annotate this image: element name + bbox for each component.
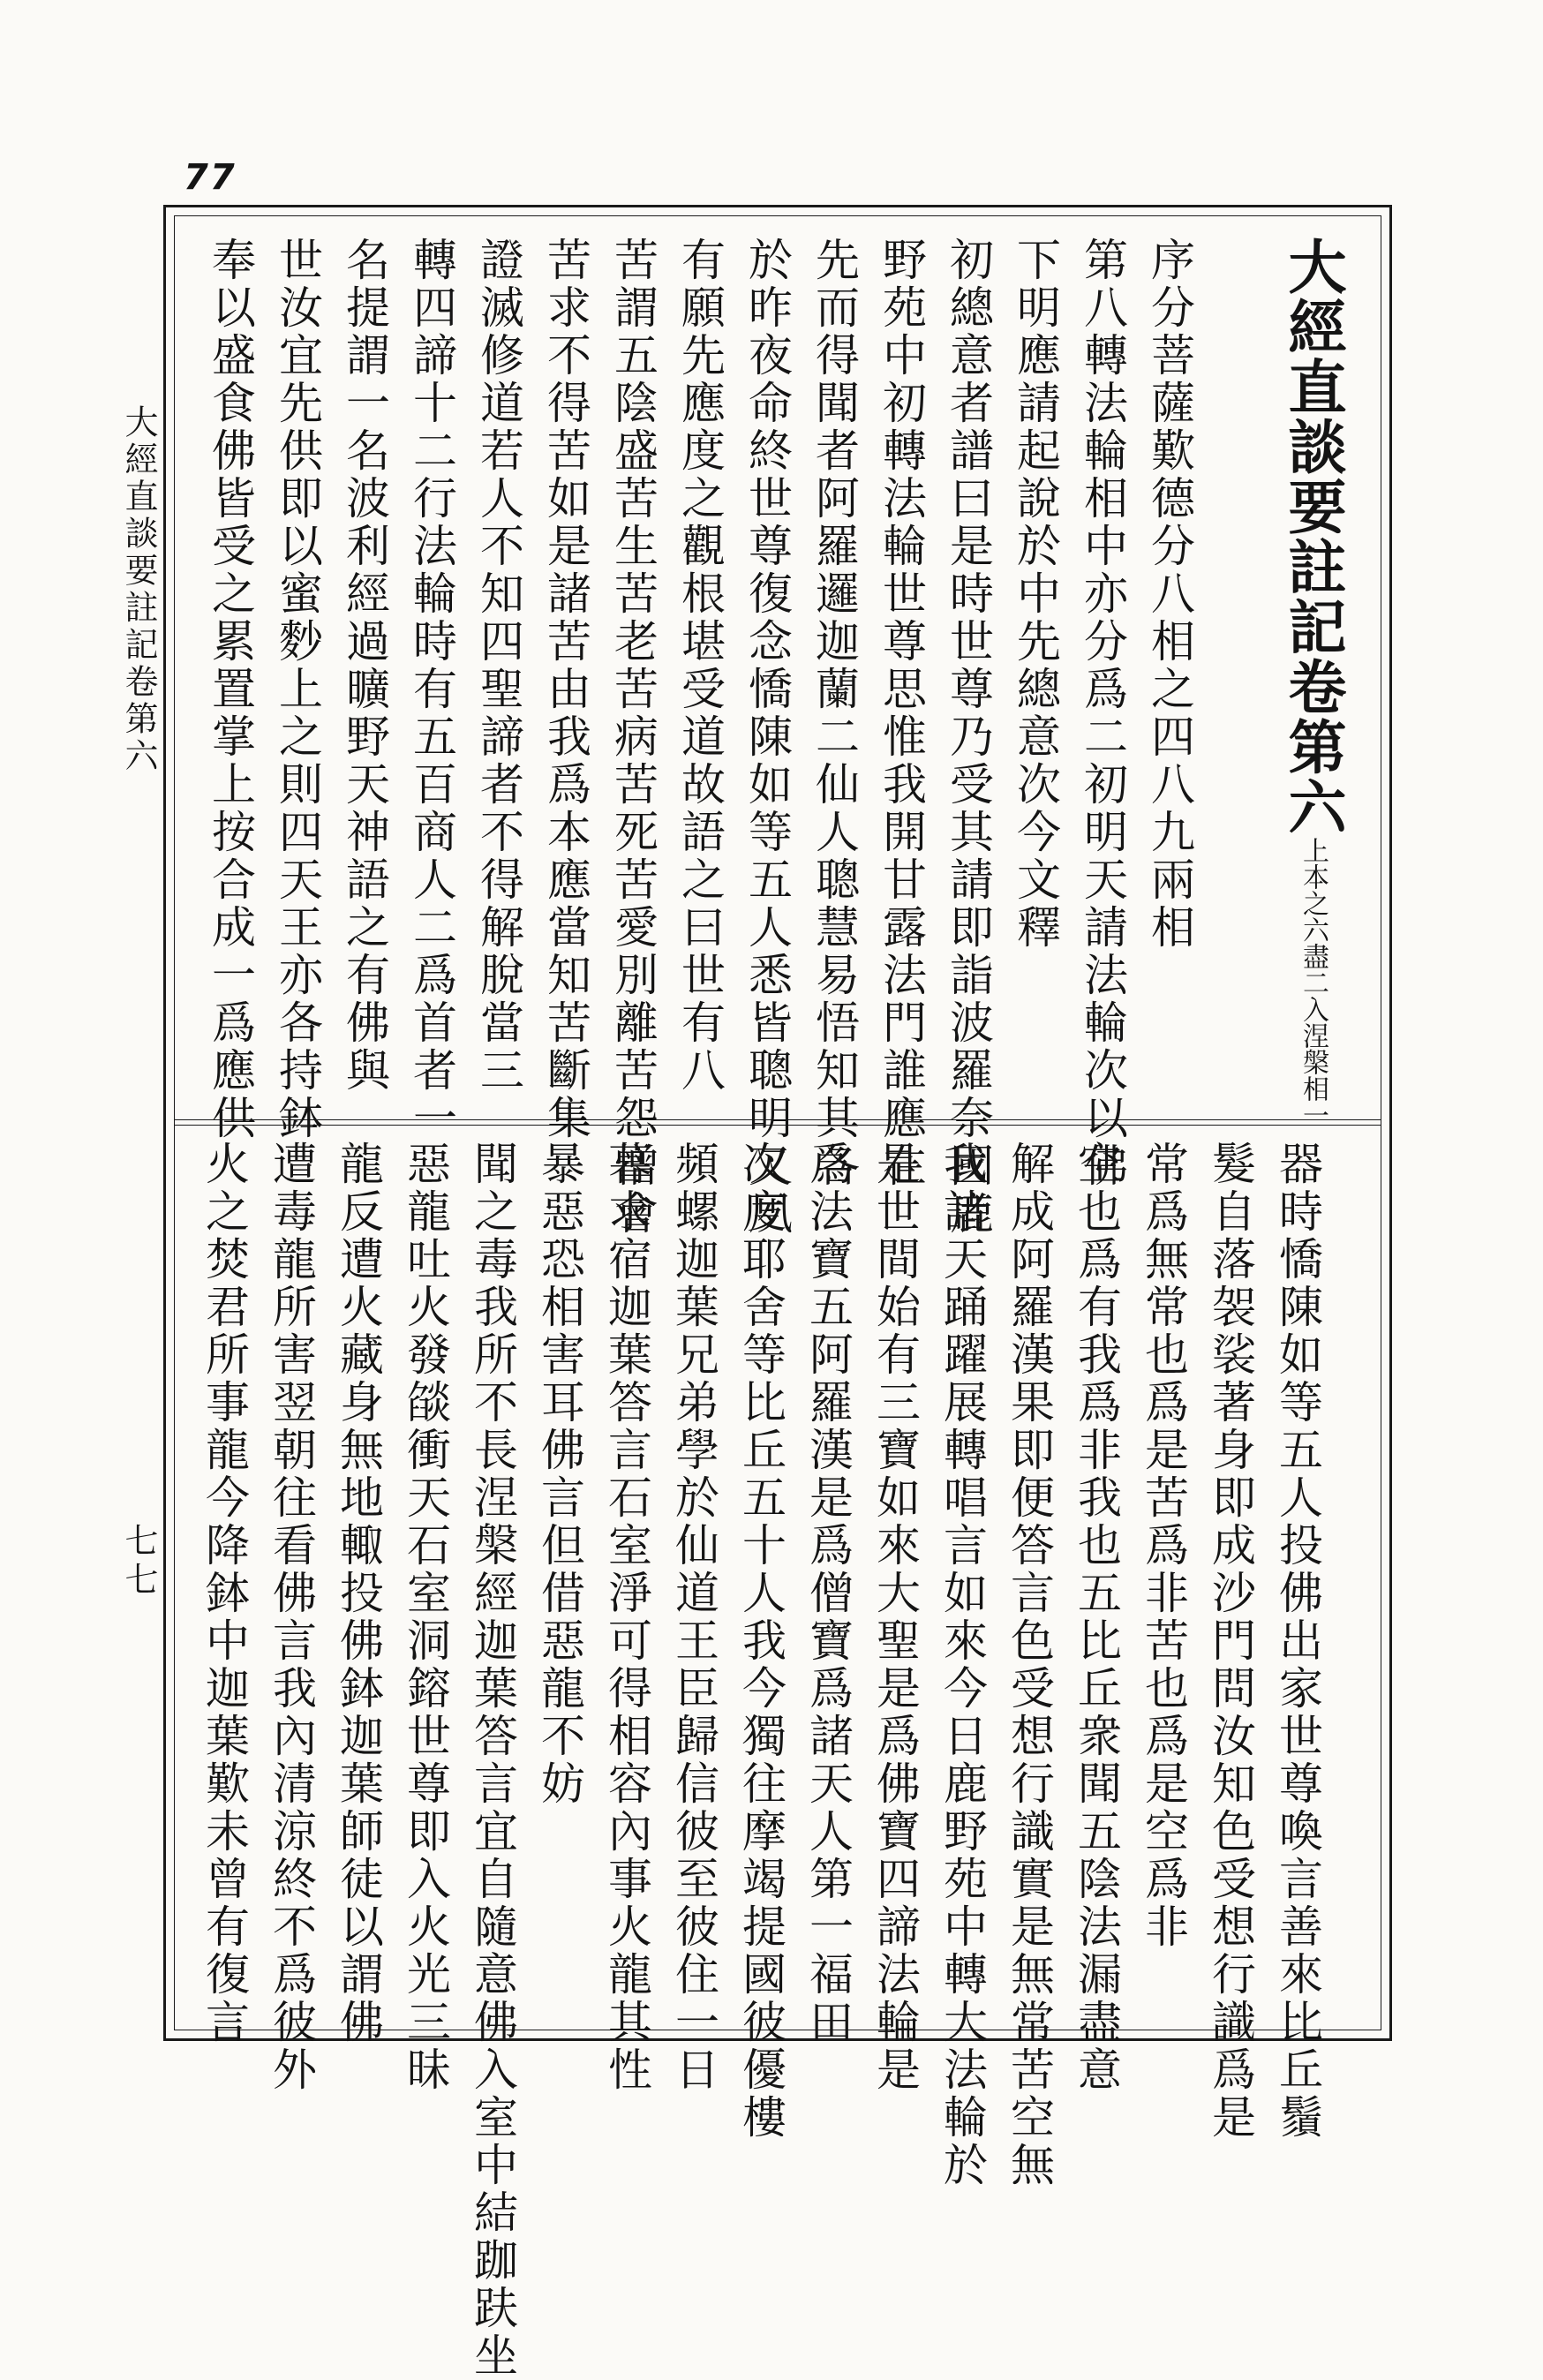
lower-text-column: 暮求宿迦葉答言石室淨可得相容內事火龍其性 (601, 1141, 652, 2094)
chapter-title-note: 上本之六盡二入涅槃相一 (1298, 837, 1328, 1128)
lower-text-column: 龍反遭火藏身無地輙投佛鉢迦葉師徒以謂佛 (333, 1141, 384, 2046)
lower-text-column: 惡龍吐火發燄衝天石室洞鎔世尊即入火光三昧 (400, 1141, 451, 2094)
upper-text-column: 奉以盛食佛皆受之累置掌上按合成一爲應供 (205, 237, 256, 1142)
upper-text-column: 名提謂一名波利經過曠野天神語之有佛與 (339, 237, 390, 1095)
lower-text-column: 火之焚君所事龍今降鉢中迦葉歎未曾有復言 (199, 1141, 250, 2046)
lower-text-column: 暴惡恐相害耳佛言但借惡龍不妨 (534, 1141, 585, 1808)
upper-text-column: 下明應請起說於中先總意次今文釋 (1010, 237, 1061, 952)
upper-text-column: 苦求不得苦如是諸苦由我爲本應當知苦斷集 (540, 237, 591, 1142)
lower-text-column: 爲法寶五阿羅漢是爲僧寶爲諸天人第一福田 (802, 1141, 854, 2046)
upper-text-column: 證滅修道若人不知四聖諦者不得解脫當三 (473, 237, 524, 1095)
lower-text-column: 我諸天踊躍展轉唱言如來今日鹿野苑中轉大法輪於 (937, 1141, 988, 2189)
lower-text-column: 次度耶舍等比丘五十人我今獨往摩竭提國彼優樓 (735, 1141, 787, 2142)
lower-text-column: 器時憍陳如等五人投佛出家世尊喚言善來比丘鬚 (1272, 1141, 1323, 2142)
upper-text-column: 第八轉法輪相中亦分爲二初明天請法輪次以佛 (1077, 237, 1128, 1190)
lower-text-column: 常爲無常也爲是苦爲非苦也爲是空爲非 (1138, 1141, 1189, 1951)
upper-text-column: 野苑中初轉法輪世尊思惟我開甘露法門誰應在 (876, 237, 927, 1190)
lower-text-column: 頻螺迦葉兄弟學於仙道王臣歸信彼至彼住一日 (668, 1141, 719, 2094)
lower-text-column: 髮自落袈裟著身即成沙門問汝知色受想行識爲是 (1205, 1141, 1256, 2142)
lower-text-column: 空也爲有我爲非我也五比丘衆聞五陰法漏盡意 (1071, 1141, 1122, 2094)
upper-text-column: 初總意者譜曰是時世尊乃受其請即詣波羅奈國鹿 (943, 237, 994, 1238)
upper-text-column: 苦謂五陰盛苦生苦老苦病苦死苦愛別離苦怨憎會 (607, 237, 659, 1238)
lower-text-column: 解成阿羅漢果即便答言色受想行識實是無常苦空無 (1004, 1141, 1055, 2189)
lower-text-column: 聞之毒我所不長涅槃經迦葉答言宜自隨意佛入室中結跏趺坐 (467, 1141, 518, 2380)
chapter-title (1278, 237, 1347, 1128)
margin-running-title: 大經直談要註記卷第六 (119, 404, 158, 775)
lower-text-column: 是世間始有三寶如來大聖是爲佛寶四諦法輪是 (869, 1141, 921, 2094)
upper-text-column: 序分菩薩歎德分八相之四八九兩相 (1144, 237, 1195, 952)
upper-text-column: 有願先應度之觀根堪受道故語之曰世有八 (674, 237, 726, 1095)
upper-text-column: 先而得聞者阿羅邏迦蘭二仙人聰慧易悟知其各 (809, 237, 860, 1190)
upper-text-column: 世汝宜先供即以蜜麨上之則四天王亦各持鉢 (272, 237, 323, 1142)
page-number: 77 (184, 157, 237, 198)
margin-folio-number: 七七 (119, 1523, 158, 1600)
upper-text-column: 轉四諦十二行法輪時有五百商人二爲首者一 (406, 237, 457, 1142)
lower-text-column: 遭毒龍所害翌朝往看佛言我內清涼終不爲彼外 (266, 1141, 317, 2094)
chapter-title-text: 大經直談要註記卷第六 (1278, 237, 1347, 837)
upper-text-column: 於昨夜命終世尊復念憍陳如等五人悉皆聰明叉夙 (741, 237, 793, 1238)
